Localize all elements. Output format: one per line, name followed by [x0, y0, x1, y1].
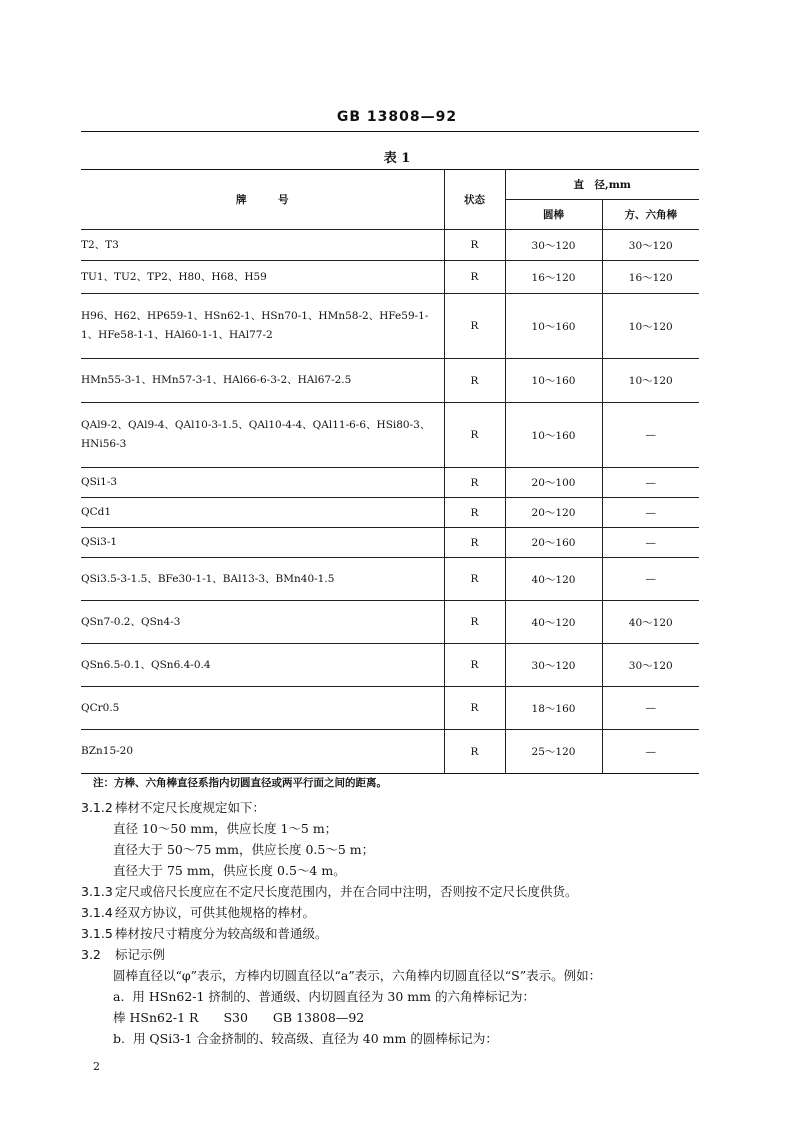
round-cell: 18～160 — [505, 687, 602, 730]
clause-3-1-5 — [81, 923, 701, 944]
square-cell: — — [602, 730, 699, 774]
round-cell: 40～120 — [505, 601, 602, 644]
round-cell: 30～120 — [505, 230, 602, 261]
state-cell: R — [444, 644, 505, 687]
standard-number-header: GB 13808—92 — [336, 109, 458, 125]
round-cell: 40～120 — [505, 558, 602, 601]
state-cell: R — [444, 294, 505, 359]
clause-3-1-3 — [81, 881, 701, 902]
clause-text: 棒材不定尺长度规定如下： — [115, 800, 266, 815]
square-cell: 10～120 — [602, 294, 699, 359]
round-cell: 20～160 — [505, 528, 602, 558]
state-cell: R — [444, 403, 505, 468]
marking-intro: 圆棒直径以“φ”表示，方棒内切圆直径以“a”表示，六角棒内切圆直径以“S”表示。例如： — [113, 968, 602, 983]
state-cell: R — [444, 730, 505, 774]
example-a — [81, 986, 701, 1007]
square-cell: — — [602, 468, 699, 498]
table-row — [81, 687, 699, 730]
table-row — [81, 294, 699, 359]
clause-number: 3.1.4 — [81, 905, 113, 920]
round-cell: 10～160 — [505, 403, 602, 468]
round-cell: 10～160 — [505, 359, 602, 403]
state-cell: R — [444, 359, 505, 403]
table-title: 表 1 — [383, 151, 411, 166]
clause-number: 3.1.3 — [81, 884, 113, 899]
round-cell: 10～160 — [505, 294, 602, 359]
example-b — [81, 1028, 701, 1049]
grade-cell: BZn15-20 — [81, 730, 444, 774]
table-note: 注：方棒、六角棒直径系指内切圆直径或两平行面之间的距离。 — [93, 777, 387, 789]
square-cell: — — [602, 403, 699, 468]
square-cell: — — [602, 558, 699, 601]
grade-cell: T2、T3 — [81, 230, 444, 261]
grade-cell: QSi3-1 — [81, 528, 444, 558]
square-cell: — — [602, 687, 699, 730]
col-header-grade: 牌 号 — [81, 170, 444, 230]
round-cell: 16～120 — [505, 261, 602, 294]
round-cell: 25～120 — [505, 730, 602, 774]
grade-cell: H96、H62、HP659-1、HSn62-1、HSn70-1、HMn58-2、HFe59-1-1、HFe58-1-1、HAl60-1-1、HAl77-2 — [81, 294, 444, 359]
body-text — [81, 797, 701, 1049]
clause-3-1-2 — [81, 797, 701, 818]
length-line: 直径大于 75 mm，供应长度 0.5～4 m。 — [113, 863, 346, 878]
state-cell: R — [444, 261, 505, 294]
page-number: 2 — [93, 1060, 100, 1073]
col-header-state: 状态 — [444, 170, 505, 230]
clause-text: 经双方协议，可供其他规格的棒材。 — [115, 905, 316, 920]
clause-number: 3.1.2 — [81, 800, 113, 815]
square-cell: 10～120 — [602, 359, 699, 403]
clause-number: 3.1.5 — [81, 926, 113, 941]
grade-cell: QSn6.5-0.1、QSn6.4-0.4 — [81, 644, 444, 687]
state-cell: R — [444, 558, 505, 601]
example-label: b. — [113, 1031, 125, 1046]
state-cell: R — [444, 230, 505, 261]
state-cell: R — [444, 498, 505, 528]
grade-cell: HMn55-3-1、HMn57-3-1、HAl66-6-3-2、HAl67-2.5 — [81, 359, 444, 403]
round-cell: 20～120 — [505, 498, 602, 528]
col-header-square: 方、六角棒 — [602, 200, 699, 230]
round-cell: 20～100 — [505, 468, 602, 498]
clause-3-2 — [81, 944, 701, 965]
square-cell: 40～120 — [602, 601, 699, 644]
table-row — [81, 528, 699, 558]
table-row — [81, 558, 699, 601]
length-line: 直径 10～50 mm，供应长度 1～5 m； — [113, 821, 338, 836]
square-cell: 30～120 — [602, 230, 699, 261]
table-row — [81, 230, 699, 261]
header-rule — [81, 131, 699, 132]
clause-text: 棒材按尺寸精度分为较高级和普通级。 — [115, 926, 328, 941]
table-row — [81, 468, 699, 498]
clause-text: 标记示例 — [115, 947, 166, 962]
table-row — [81, 730, 699, 774]
grade-cell: QCr0.5 — [81, 687, 444, 730]
example-text: 用 QSi3-1 合金挤制的、较高级、直径为 40 mm 的圆棒标记为： — [132, 1031, 498, 1046]
table-row — [81, 498, 699, 528]
square-cell: 30～120 — [602, 644, 699, 687]
state-cell: R — [444, 601, 505, 644]
table-row — [81, 359, 699, 403]
grade-cell: QCd1 — [81, 498, 444, 528]
round-cell: 30～120 — [505, 644, 602, 687]
square-cell: — — [602, 498, 699, 528]
grade-cell: QSn7-0.2、QSn4-3 — [81, 601, 444, 644]
state-cell: R — [444, 687, 505, 730]
square-cell: 16～120 — [602, 261, 699, 294]
grade-cell: QAl9-2、QAl9-4、QAl10-3-1.5、QAl10-4-4、QAl11-6-6、HSi80-3、HNi56-3 — [81, 403, 444, 468]
col-header-diameter: 直 径,mm — [505, 170, 699, 200]
table-row — [81, 601, 699, 644]
grade-cell: QSi1-3 — [81, 468, 444, 498]
clause-text: 定尺或倍尺长度应在不定尺长度范围内，并在合同中注明，否则按不定尺长度供货。 — [115, 884, 578, 899]
example-text: 用 HSn62-1 挤制的、普通级、内切圆直径为 30 mm 的六角棒标记为： — [132, 989, 535, 1004]
example-a-mark: 棒 HSn62-1 R S30 GB 13808—92 — [113, 1010, 365, 1025]
grade-cell: TU1、TU2、TP2、H80、H68、H59 — [81, 261, 444, 294]
length-line: 直径大于 50～75 mm，供应长度 0.5～5 m； — [113, 842, 375, 857]
clause-3-1-4 — [81, 902, 701, 923]
square-cell: — — [602, 528, 699, 558]
grade-cell: QSi3.5-3-1.5、BFe30-1-1、BAl13-3、BMn40-1.5 — [81, 558, 444, 601]
col-header-round: 圆棒 — [505, 200, 602, 230]
spec-table — [81, 169, 699, 774]
clause-number: 3.2 — [81, 947, 101, 962]
state-cell: R — [444, 528, 505, 558]
table-row — [81, 644, 699, 687]
table-row — [81, 261, 699, 294]
state-cell: R — [444, 468, 505, 498]
table-row — [81, 403, 699, 468]
example-label: a. — [113, 989, 125, 1004]
